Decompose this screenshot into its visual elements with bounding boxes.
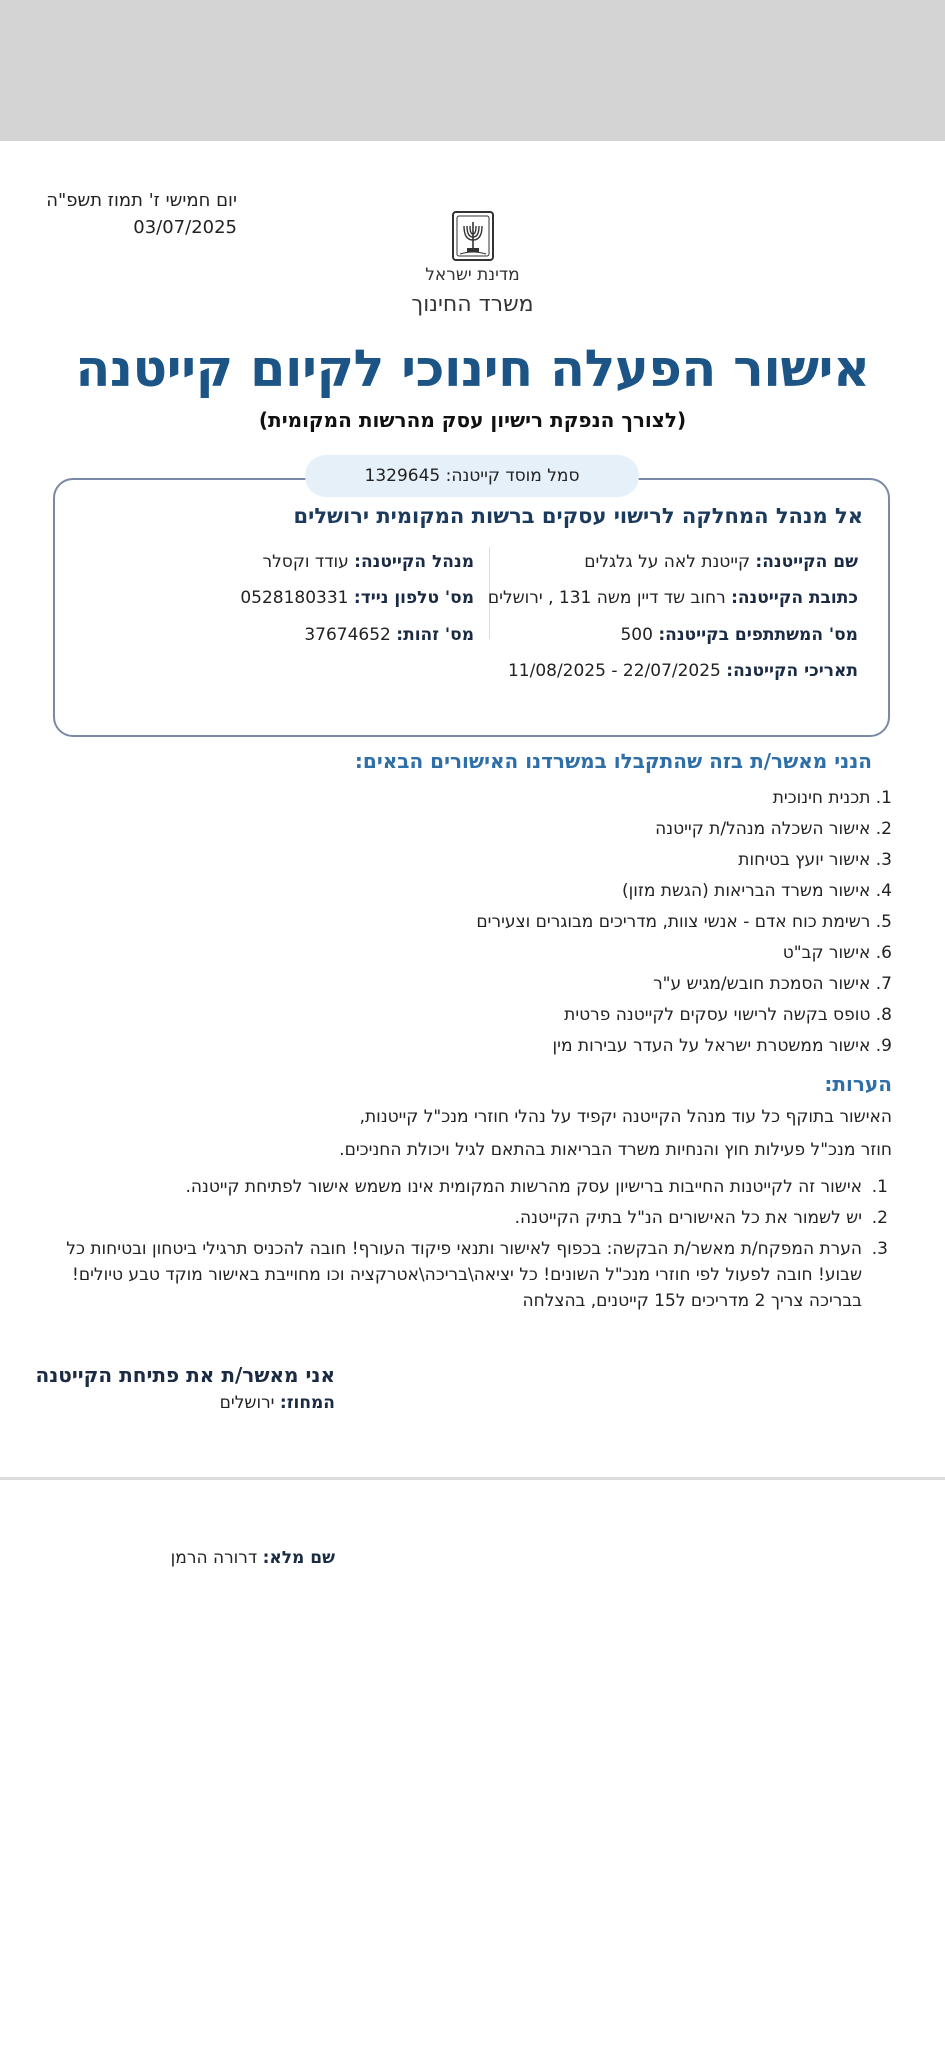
state-emblem-icon bbox=[451, 210, 495, 264]
list-item: 9. אישור ממשטרת ישראל על העדר עבירות מין bbox=[552, 1036, 892, 1056]
phone-label: מס' טלפון נייד: bbox=[353, 588, 474, 608]
list-number: 2. bbox=[871, 1208, 888, 1228]
district-label: המחוז: bbox=[279, 1393, 335, 1413]
approval-heading: אני מאשר/ת את פתיחת הקייטנה bbox=[35, 1363, 335, 1387]
notes-heading: הערות: bbox=[824, 1072, 892, 1096]
list-item bbox=[56, 1236, 888, 1314]
camp-name-value: קייטנת לאה על גלגלים bbox=[584, 552, 750, 572]
list-item bbox=[56, 1174, 888, 1200]
gregorian-date: 03/07/2025 bbox=[133, 217, 237, 238]
institution-code-badge: סמל מוסד קייטנה: 1329645 bbox=[305, 455, 639, 497]
list-number: 1. bbox=[871, 1177, 888, 1197]
hebrew-date: יום חמישי ז' תמוז תשפ"ה bbox=[46, 190, 237, 211]
fullname-value: דרורה הרמן bbox=[170, 1548, 258, 1568]
participants-value: 500 bbox=[620, 625, 653, 645]
note-text: יש לשמור את כל האישורים הנ"ל בתיק הקייטנה. bbox=[514, 1208, 862, 1228]
address-label: כתובת הקייטנה: bbox=[731, 588, 858, 608]
page-subtitle: (לצורך הנפקת רישיון עסק מהרשות המקומית) bbox=[258, 408, 687, 432]
approvals-list bbox=[476, 783, 892, 1062]
card-heading: אל מנהל המחלקה לרישוי עסקים ברשות המקומית ירושלים bbox=[293, 504, 863, 528]
phone-field bbox=[240, 588, 474, 608]
district-field bbox=[220, 1393, 335, 1413]
manager-field bbox=[263, 552, 474, 572]
manager-label: מנהל הקייטנה: bbox=[354, 552, 474, 572]
state-name: מדינת ישראל bbox=[425, 265, 520, 285]
list-item: 2. אישור השכלה מנהל/ת קייטנה bbox=[655, 819, 892, 839]
list-item: 6. אישור קב"ט bbox=[782, 943, 892, 963]
top-bar bbox=[0, 0, 945, 141]
id-field bbox=[304, 625, 474, 645]
fullname-label: שם מלא: bbox=[262, 1548, 335, 1568]
list-item: 8. טופס בקשה לרישוי עסקים לקייטנה פרטית bbox=[564, 1005, 892, 1025]
phone-value: 0528180331 bbox=[240, 588, 349, 608]
note-text: אישור זה לקייטנות החייבות ברישיון עסק מהרשות המקומית אינו משמש אישור לפתיחת קייטנה. bbox=[185, 1177, 862, 1197]
id-label: מס' זהות: bbox=[396, 625, 474, 645]
district-value: ירושלים bbox=[219, 1393, 275, 1413]
address-value: רחוב שד דיין משה 131 , ירושלים bbox=[487, 588, 726, 608]
dates-label: תאריכי הקייטנה: bbox=[726, 661, 858, 681]
note-text: שבוע! חובה לפעול לפי חוזרי מנכ"ל השונים! כל יציאה\בריכה\אטרקציה וכו מחוייבת באישור מוקד טבע טיולים! bbox=[72, 1265, 862, 1285]
camp-name-label: שם הקייטנה: bbox=[755, 552, 858, 572]
camp-name-field bbox=[584, 552, 858, 572]
note-text: הערת המפקח/ת מאשר/ת הבקשה: בכפוף לאישור ותנאי פיקוד העורף! חובה להכניס תרגילי ביטחון ובטיחות כל bbox=[66, 1239, 862, 1259]
notes-paragraph: האישור בתוקף כל עוד מנהל הקייטנה יקפיד על נהלי חוזרי מנכ"ל קייטנות, bbox=[359, 1107, 892, 1127]
list-number: 3. bbox=[871, 1239, 888, 1259]
fullname-field bbox=[171, 1548, 335, 1568]
notes-paragraph: חוזר מנכ"ל פעילות חוץ והנחיות משרד הבריאות בהתאם לגיל ויכולת החניכים. bbox=[339, 1140, 892, 1160]
page-title: אישור הפעלה חינוכי לקיום קייטנה bbox=[75, 340, 870, 399]
participants-field bbox=[620, 625, 858, 645]
dates-value: 22/07/2025 - 11/08/2025 bbox=[507, 661, 721, 681]
ministry-name: משרד החינוך bbox=[411, 292, 534, 317]
address-field bbox=[488, 588, 858, 608]
manager-value: עודד וקסלר bbox=[262, 552, 349, 572]
id-value: 37674652 bbox=[304, 625, 391, 645]
list-item: 7. אישור הסמכת חובש/מגיש ע"ר bbox=[653, 974, 892, 994]
approvals-heading: הנני מאשר/ת בזה שהתקבלו במשרדנו האישורים הבאים: bbox=[354, 749, 872, 773]
list-item: 3. אישור יועץ בטיחות bbox=[738, 850, 892, 870]
dates-field bbox=[508, 661, 858, 681]
section-divider bbox=[0, 1477, 945, 1480]
list-item: 1. תכנית חינוכית bbox=[772, 788, 892, 808]
list-item: 4. אישור משרד הבריאות (הגשת מזון) bbox=[622, 881, 892, 901]
list-item: 5. רשימת כוח אדם - אנשי צוות, מדריכים מבוגרים וצעירים bbox=[476, 912, 892, 932]
participants-label: מס' המשתתפים בקייטנה: bbox=[658, 625, 858, 645]
list-item bbox=[56, 1205, 888, 1231]
notes-list bbox=[56, 1174, 888, 1319]
note-text: בבריכה צריך 2 מדריכים ל15 קייטנים, בהצלחה bbox=[522, 1291, 862, 1311]
date-block bbox=[46, 187, 237, 241]
